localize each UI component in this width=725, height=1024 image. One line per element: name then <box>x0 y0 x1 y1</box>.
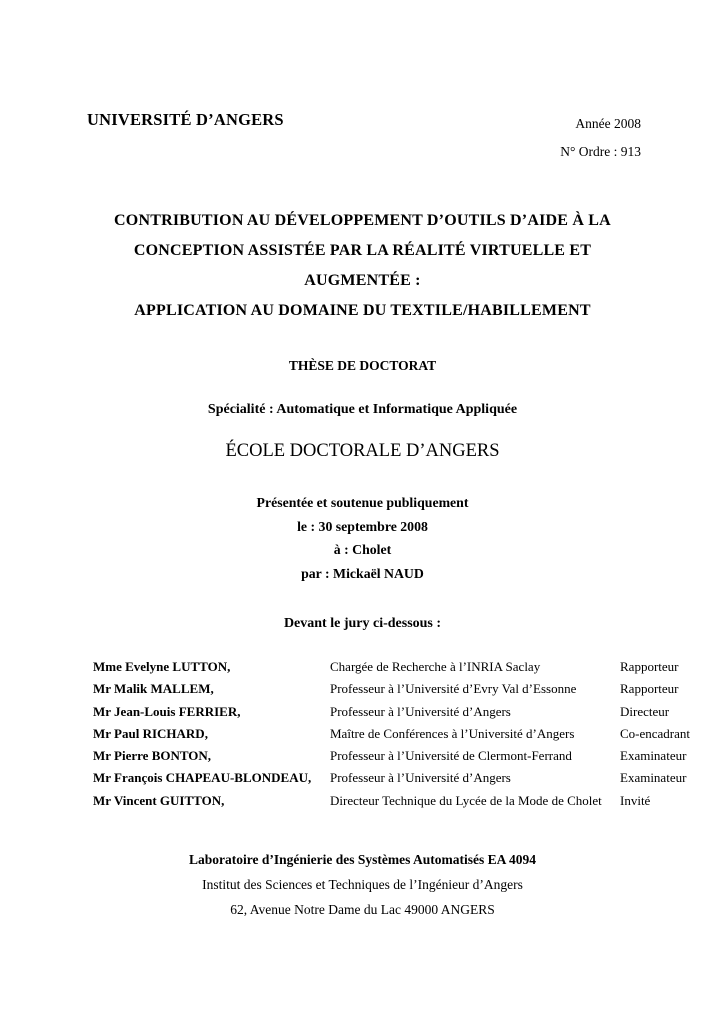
laboratory-institute: Institut des Sciences et Techniques de l’Ingénieur d’Angers <box>202 877 523 892</box>
jury-row <box>93 659 705 681</box>
defense-info <box>0 491 725 585</box>
jury-member-name: Mr Jean-Louis FERRIER, <box>93 703 241 719</box>
jury-table <box>93 659 705 815</box>
title-line-2: CONCEPTION ASSISTÉE PAR LA RÉALITÉ VIRTUELLE ET <box>133 242 592 259</box>
defense-place-line: à : Cholet <box>333 542 392 557</box>
defense-presented-line: Présentée et soutenue publiquement <box>256 495 469 510</box>
jury-member-role: Rapporteur <box>620 681 679 697</box>
jury-member-name: Mr Vincent GUITTON, <box>93 792 225 808</box>
header-right-block <box>560 110 641 166</box>
jury-member-role: Invité <box>620 792 651 808</box>
jury-member-affiliation: Professeur à l’Université d’Angers <box>330 770 511 786</box>
title-line-4: APPLICATION AU DOMAINE DU TEXTILE/HABILLEMENT <box>134 302 591 319</box>
order-number: N° Ordre : 913 <box>560 144 641 159</box>
title-line-3: AUGMENTÉE : <box>304 272 421 289</box>
specialty-line: Spécialité : Automatique et Informatique Appliquée <box>207 402 518 417</box>
jury-member-affiliation: Professeur à l’Université d’Angers <box>330 703 511 719</box>
page-header <box>87 110 641 166</box>
jury-member-affiliation: Professeur à l’Université d’Evry Val d’Essonne <box>330 681 577 697</box>
jury-member-role: Examinateur <box>620 748 687 764</box>
jury-member-name: Mr Pierre BONTON, <box>93 748 212 764</box>
jury-member-affiliation: Professeur à l’Université de Clermont-Ferrand <box>330 748 572 764</box>
thesis-title <box>40 206 685 326</box>
degree-heading: THÈSE DE DOCTORAT <box>288 358 437 373</box>
university-name: UNIVERSITÉ D’ANGERS <box>87 110 284 129</box>
jury-member-name: Mme Evelyne LUTTON, <box>93 659 231 674</box>
laboratory-address: 62, Avenue Notre Dame du Lac 49000 ANGERS <box>230 902 495 917</box>
jury-member-role: Rapporteur <box>620 659 679 674</box>
jury-member-affiliation: Chargée de Recherche à l’INRIA Saclay <box>330 659 541 674</box>
jury-row <box>93 726 705 748</box>
jury-row <box>93 793 705 815</box>
defense-date-line: le : 30 septembre 2008 <box>297 518 428 534</box>
laboratory-info <box>0 847 725 922</box>
jury-row <box>93 748 705 770</box>
title-line-1: CONTRIBUTION AU DÉVELOPPEMENT D’OUTILS D’AIDE À LA <box>114 212 611 229</box>
jury-member-affiliation: Maître de Conférences à l’Université d’Angers <box>330 725 575 741</box>
jury-member-role: Directeur <box>620 703 670 719</box>
jury-row <box>93 770 705 792</box>
jury-member-name: Mr Malik MALLEM, <box>93 681 214 697</box>
jury-member-role: Co-encadrant <box>620 725 691 741</box>
jury-row <box>93 704 705 726</box>
year-label: Année 2008 <box>575 116 641 131</box>
doctoral-school: ÉCOLE DOCTORALE D’ANGERS <box>225 441 500 461</box>
defense-author-line: par : Mickaël NAUD <box>301 565 424 581</box>
jury-member-name: Mr François CHAPEAU-BLONDEAU, <box>93 770 312 786</box>
jury-member-affiliation: Directeur Technique du Lycée de la Mode de Cholet <box>330 792 602 808</box>
jury-member-role: Examinateur <box>620 770 687 786</box>
jury-member-name: Mr Paul RICHARD, <box>93 725 208 741</box>
laboratory-name: Laboratoire d’Ingénierie des Systèmes Automatisés EA 4094 <box>189 852 536 867</box>
jury-heading: Devant le jury ci-dessous : <box>283 616 442 631</box>
jury-row <box>93 681 705 703</box>
